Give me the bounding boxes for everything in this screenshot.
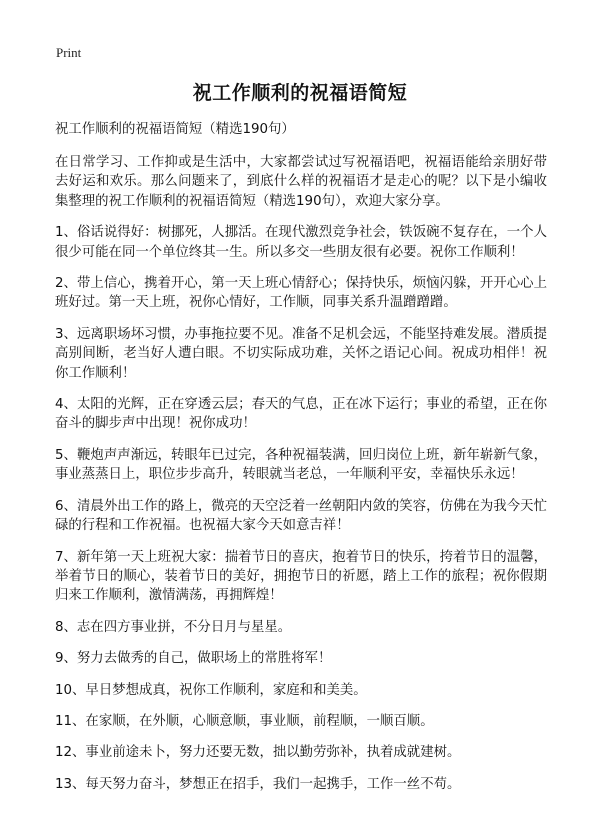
- article-subtitle: 祝工作顺利的祝福语简短（精选190句）: [55, 122, 295, 137]
- greeting-item-9: 9、努力去做秀的自己，做职场上的常胜将军！: [55, 651, 332, 667]
- greeting-item-6: 6、清晨外出工作的路上，微亮的天空泛着一丝朝阳内敛的笑容，仿佛在为我今天忙碌的行程和工作祝福。也祝福大家今天如意吉祥！: [55, 498, 547, 534]
- greeting-item-13: 13、每天努力奋斗，梦想正在招手，我们一起携手，工作一丝不苟。: [55, 776, 461, 792]
- greeting-item-4: 4、太阳的光辉，正在穿透云层；春天的气息，正在冰下运行；事业的希望，正在你奋斗的脚步声中出现！祝你成功！: [55, 397, 547, 432]
- greeting-item-12: 12、事业前途未卜，努力还要无数，拙以勤劳弥补，执着成就建树。: [55, 745, 461, 761]
- page-title: 祝工作顺利的祝福语简短: [192, 82, 408, 104]
- print-link[interactable]: Print: [56, 45, 82, 60]
- intro-paragraph: 在日常学习、工作抑或是生活中，大家都尝试过写祝福语吧，祝福语能给亲朋好带去好运和欢乐。那么问题来了，到底什么样的祝福语才是走心的呢？以下是小编收集整理的祝工作顺利的祝福语简短（精选190句），欢迎大家分享。: [55, 155, 547, 209]
- greeting-item-1: 1、俗话说得好：树挪死，人挪活。在现代激烈竞争社会，铁饭碗不复存在，一个人很少可能在同一个单位终其一生。所以多交一些朋友很有必要。祝你工作顺利！: [55, 225, 547, 260]
- article-body: [55, 120, 547, 806]
- greeting-item-2: 2、带上信心，携着开心，第一天上班心情舒心；保持快乐，烦恼闪躲，开开心心上班好过。第一天上班，祝你心情好，工作顺，同事关系升温蹭蹭蹭。: [55, 276, 547, 311]
- greeting-item-5: 5、鞭炮声声渐远，转眼年已过完，各种祝福装满，回归岗位上班，新年崭新气象，事业蒸蒸日上，职位步步高升，转眼就当老总，一年顺利平安，幸福快乐永远！: [55, 447, 547, 483]
- greeting-item-3: 3、远离职场坏习惯，办事拖拉要不见。准备不足机会远，不能坚持难发展。潜质提高别间断，老当好人遭白眼。不切实际成功难，关怀之语记心间。祝成功相伴！祝你工作顺利！: [55, 326, 547, 381]
- greeting-item-8: 8、志在四方事业拼，不分日月与星星。: [55, 619, 292, 635]
- greeting-item-11: 11、在家顺，在外顺，心顺意顺，事业顺，前程顺，一顺百顺。: [55, 713, 434, 729]
- greeting-item-10: 10、早日梦想成真，祝你工作顺利，家庭和和美美。: [55, 682, 367, 698]
- greeting-item-7: 7、新年第一天上班祝大家：揣着节日的喜庆，抱着节日的快乐，挎着节日的温馨，举着节日的顺心，装着节日的美好，拥抱节日的祈愿，踏上工作的旅程；祝你假期归来工作顺利，激情满荡，再拥辉煌！: [55, 549, 547, 604]
